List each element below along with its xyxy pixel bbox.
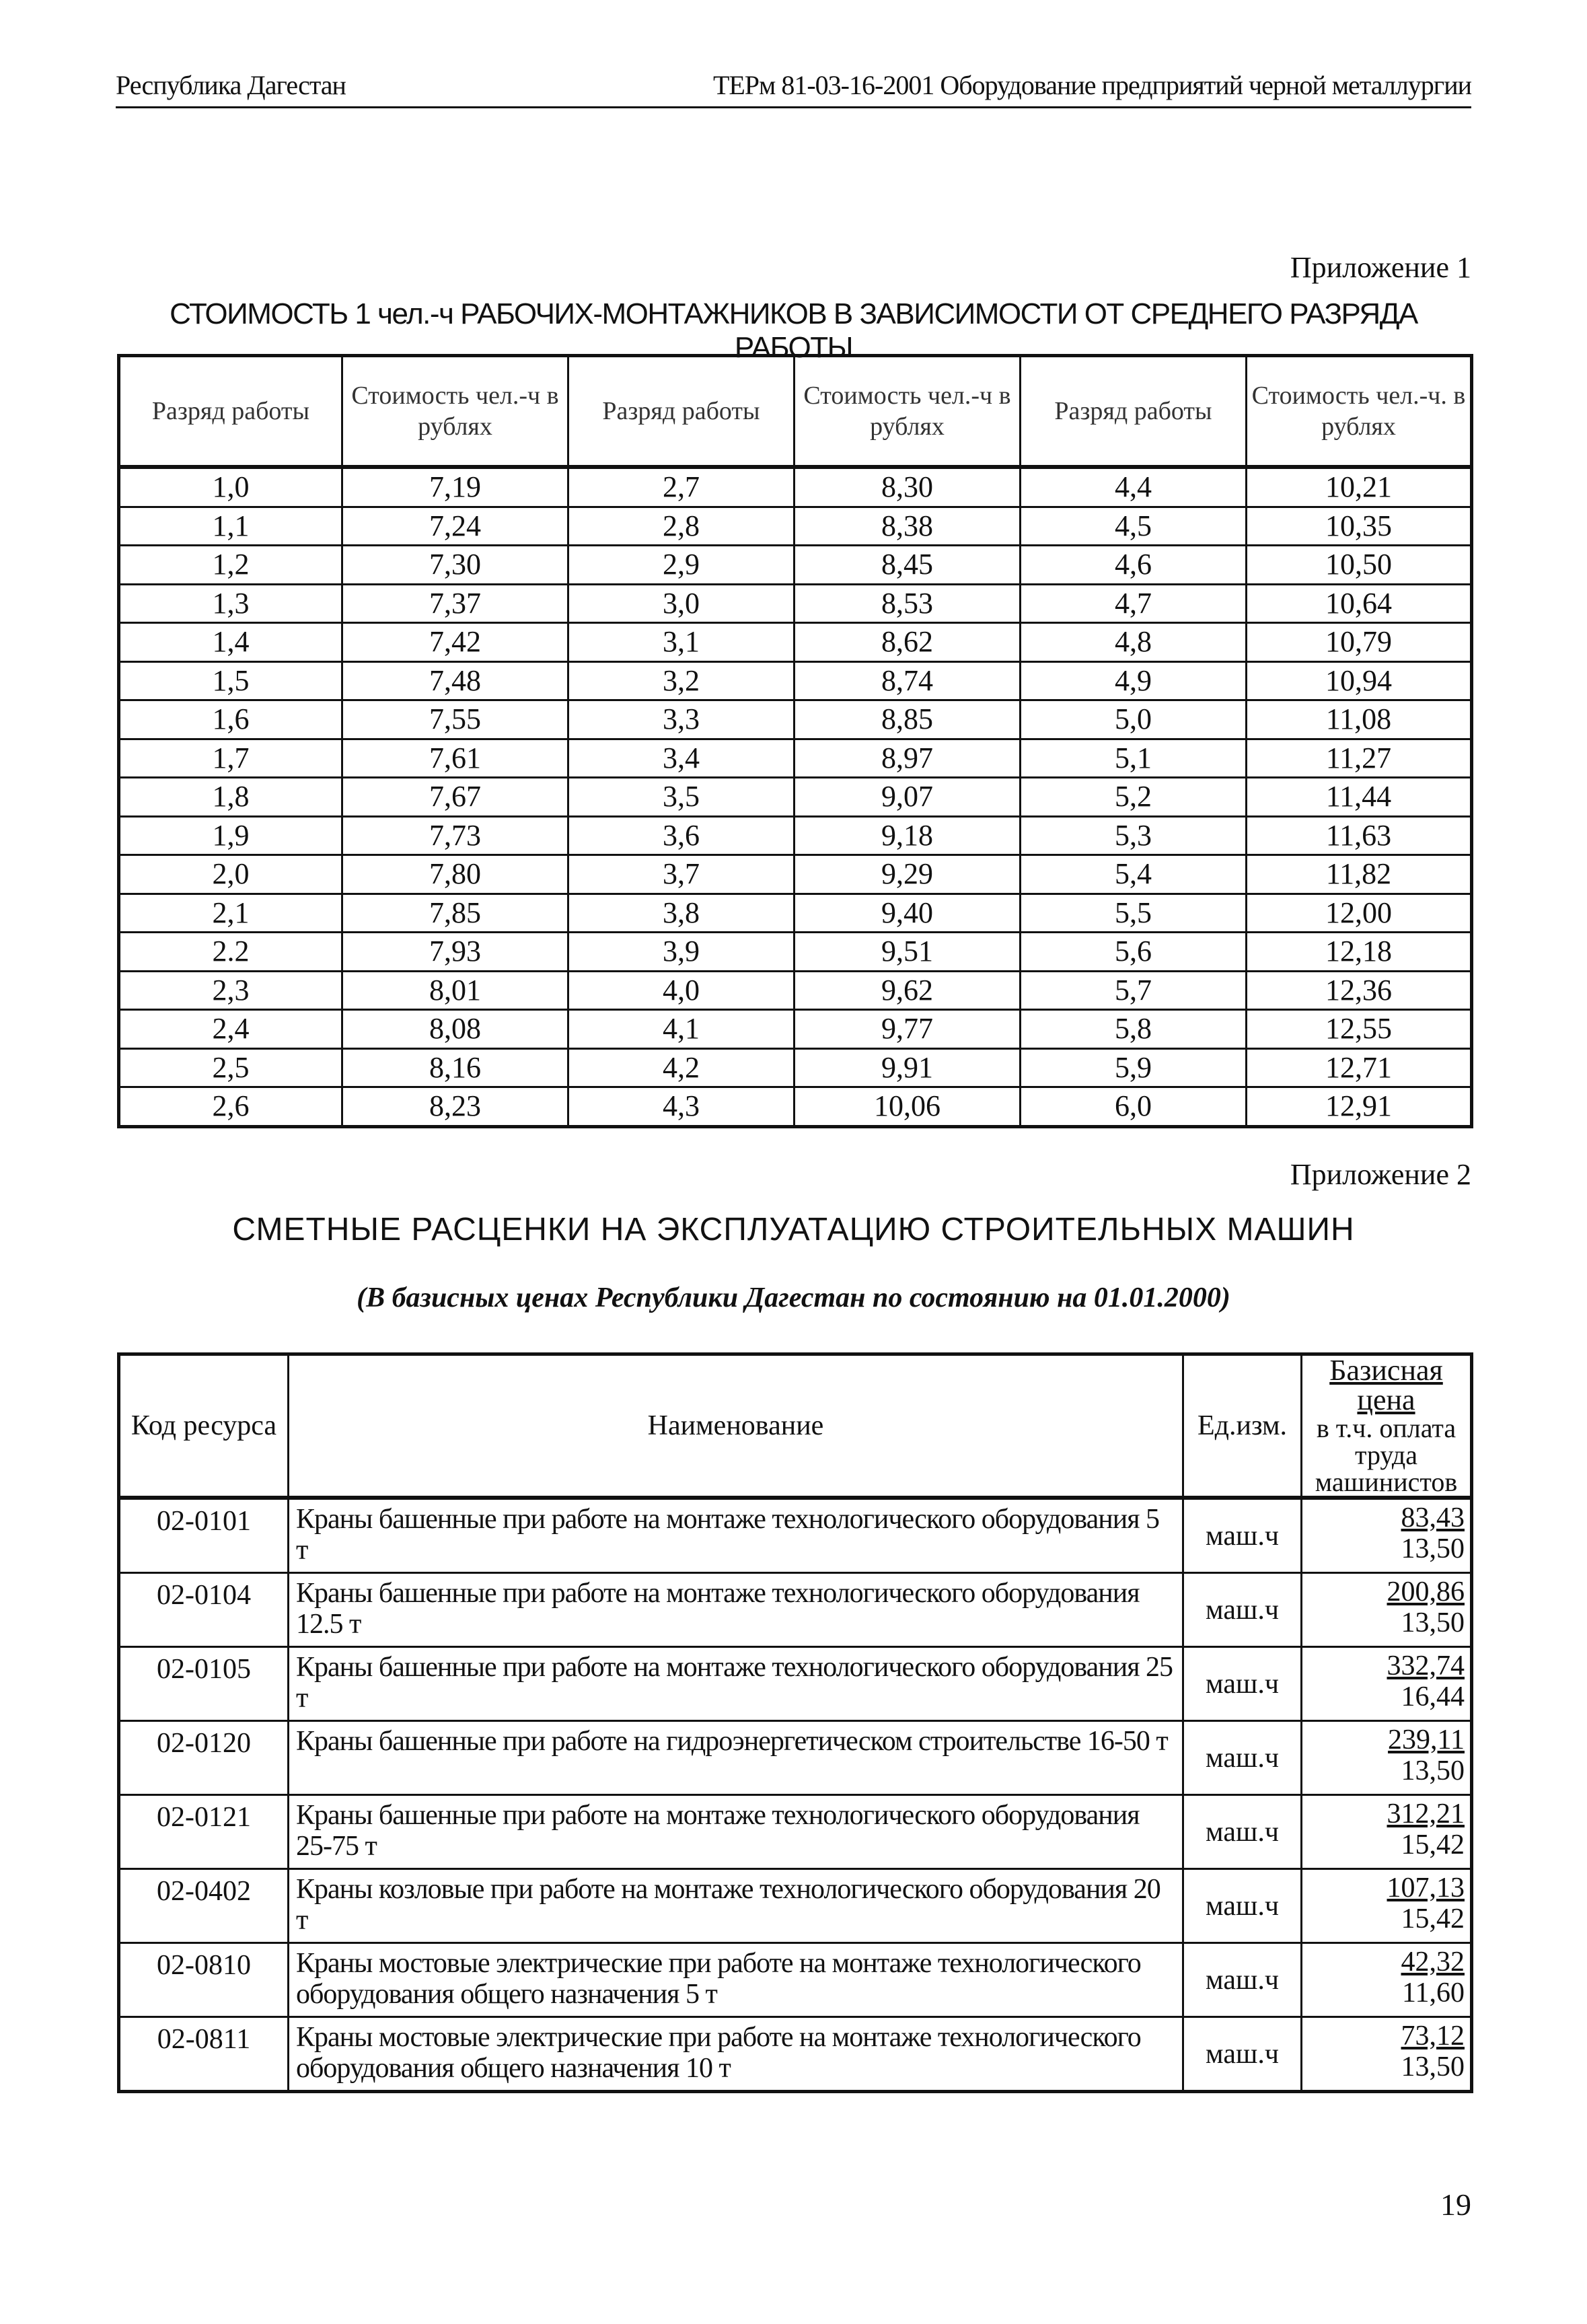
header-cell: Стоимость чел.-ч в рублях bbox=[342, 356, 568, 468]
price-cell bbox=[1302, 1498, 1472, 1573]
page-number: 19 bbox=[1440, 2187, 1471, 2222]
unit-cell: маш.ч bbox=[1183, 2017, 1302, 2092]
resource-name-cell: Краны козловые при работе на монтаже технологического оборудования 20 т bbox=[289, 1869, 1183, 1943]
operator-wage: 13,50 bbox=[1401, 1755, 1465, 1786]
table-cell: 4,5 bbox=[1021, 507, 1247, 546]
table-row bbox=[119, 739, 1472, 778]
table-row bbox=[119, 1573, 1472, 1647]
resource-name-cell: Краны башенные при работе на монтаже технологического оборудования 25-75 т bbox=[289, 1795, 1183, 1869]
resource-code-cell: 02-0105 bbox=[119, 1647, 289, 1721]
table-cell: 11,27 bbox=[1247, 739, 1472, 778]
table-header-row bbox=[119, 1354, 1472, 1498]
table-cell: 12,91 bbox=[1247, 1087, 1472, 1127]
unit-cell: маш.ч bbox=[1183, 1721, 1302, 1795]
price-cell bbox=[1302, 2017, 1472, 2092]
table-cell: 5,8 bbox=[1021, 1010, 1247, 1049]
table-row bbox=[119, 1943, 1472, 2017]
table-row bbox=[119, 700, 1472, 739]
table-cell: 7,67 bbox=[342, 778, 568, 817]
table-row bbox=[119, 933, 1472, 972]
header-cell-price bbox=[1302, 1354, 1472, 1498]
price-cell bbox=[1302, 1573, 1472, 1647]
table-cell: 5,2 bbox=[1021, 778, 1247, 817]
table-cell: 8,23 bbox=[342, 1087, 568, 1127]
table-cell: 2,4 bbox=[119, 1010, 342, 1049]
price-cell bbox=[1302, 1943, 1472, 2017]
table-cell: 7,37 bbox=[342, 584, 568, 623]
labor-cost-table-body bbox=[119, 467, 1472, 1126]
table-cell: 1,1 bbox=[119, 507, 342, 546]
unit-cell: маш.ч bbox=[1183, 1943, 1302, 2017]
table-cell: 11,08 bbox=[1247, 700, 1472, 739]
table-cell: 8,74 bbox=[795, 661, 1021, 700]
table-cell: 12,36 bbox=[1247, 971, 1472, 1010]
base-price: 42,32 bbox=[1401, 1947, 1465, 1977]
appendix-2-subtitle: (В базисных ценах Республики Дагестан по состоянию на 01.01.2000) bbox=[357, 1282, 1230, 1313]
table-cell: 1,8 bbox=[119, 778, 342, 817]
operator-wage: 13,50 bbox=[1401, 1607, 1465, 1638]
table-cell: 10,64 bbox=[1247, 584, 1472, 623]
operator-wage: 16,44 bbox=[1401, 1681, 1465, 1712]
table-cell: 9,29 bbox=[795, 855, 1021, 894]
table-cell: 9,91 bbox=[795, 1048, 1021, 1087]
table-cell: 12,00 bbox=[1247, 894, 1472, 933]
unit-cell: маш.ч bbox=[1183, 1795, 1302, 1869]
table-cell: 1,0 bbox=[119, 467, 342, 507]
price-cell bbox=[1302, 1795, 1472, 1869]
table-row bbox=[119, 467, 1472, 507]
resource-name-cell: Краны башенные при работе на гидроэнергетическом строительстве 16-50 т bbox=[289, 1721, 1183, 1795]
resource-code-cell: 02-0811 bbox=[119, 2017, 289, 2092]
table-cell: 3,5 bbox=[568, 778, 795, 817]
table-cell: 7,48 bbox=[342, 661, 568, 700]
table-cell: 8,08 bbox=[342, 1010, 568, 1049]
table-cell: 3,1 bbox=[568, 623, 795, 662]
appendix-2-title: СМЕТНЫЕ РАСЦЕНКИ НА ЭКСПЛУАТАЦИЮ СТРОИТЕЛЬНЫХ МАШИН bbox=[232, 1212, 1355, 1247]
table-cell: 10,94 bbox=[1247, 661, 1472, 700]
table-cell: 7,73 bbox=[342, 816, 568, 855]
operator-wage: 15,42 bbox=[1401, 1903, 1465, 1934]
table-cell: 4,9 bbox=[1021, 661, 1247, 700]
unit-cell: маш.ч bbox=[1183, 1869, 1302, 1943]
table-cell: 7,93 bbox=[342, 933, 568, 972]
base-price: 83,43 bbox=[1401, 1502, 1465, 1533]
resource-name-cell: Краны мостовые электрические при работе на монтаже технологического оборудования общего назначения 10 т bbox=[289, 2017, 1183, 2092]
resource-name-cell: Краны мостовые электрические при работе на монтаже технологического оборудования общего назначения 5 т bbox=[289, 1943, 1183, 2017]
header-region: Республика Дагестан bbox=[116, 70, 346, 100]
table-cell: 3,6 bbox=[568, 816, 795, 855]
resource-code-cell: 02-0104 bbox=[119, 1573, 289, 1647]
resource-name-cell: Краны башенные при работе на монтаже технологического оборудования 25 т bbox=[289, 1647, 1183, 1721]
table-row bbox=[119, 2017, 1472, 2092]
unit-cell: маш.ч bbox=[1183, 1573, 1302, 1647]
table-cell: 9,77 bbox=[795, 1010, 1021, 1049]
table-cell: 7,55 bbox=[342, 700, 568, 739]
table-cell: 5,9 bbox=[1021, 1048, 1247, 1087]
table-cell: 1,3 bbox=[119, 584, 342, 623]
table-cell: 4,2 bbox=[568, 1048, 795, 1087]
appendix-1-title: СТОИМОСТЬ 1 чел.-ч РАБОЧИХ-МОНТАЖНИКОВ В ЗАВИСИМОСТИ ОТ СРЕДНЕГО РАЗРЯДА РАБОТЫ bbox=[170, 297, 1417, 364]
header-cell-code: Код ресурса bbox=[119, 1354, 289, 1498]
table-cell: 3,9 bbox=[568, 933, 795, 972]
header-cell: Стоимость чел.-ч. в рублях bbox=[1247, 356, 1472, 468]
price-cell bbox=[1302, 1869, 1472, 1943]
table-cell: 2,8 bbox=[568, 507, 795, 546]
page-header bbox=[116, 66, 1471, 108]
table-cell: 4,1 bbox=[568, 1010, 795, 1049]
table-cell: 7,42 bbox=[342, 623, 568, 662]
table-row bbox=[119, 1010, 1472, 1049]
table-row bbox=[119, 855, 1472, 894]
table-cell: 1,9 bbox=[119, 816, 342, 855]
table-cell: 7,61 bbox=[342, 739, 568, 778]
resource-code-cell: 02-0402 bbox=[119, 1869, 289, 1943]
table-cell: 7,30 bbox=[342, 546, 568, 585]
header-document-code: ТЕРм 81-03-16-2001 Оборудование предприятий черной металлургии bbox=[712, 70, 1471, 100]
price-cell bbox=[1302, 1647, 1472, 1721]
table-cell: 3,3 bbox=[568, 700, 795, 739]
header-price-sub: в т.ч. оплата труда машинистов bbox=[1315, 1413, 1458, 1497]
table-cell: 1,6 bbox=[119, 700, 342, 739]
table-cell: 10,35 bbox=[1247, 507, 1472, 546]
unit-cell: маш.ч bbox=[1183, 1647, 1302, 1721]
table-cell: 2,0 bbox=[119, 855, 342, 894]
base-price: 312,21 bbox=[1387, 1799, 1465, 1829]
resource-code-cell: 02-0121 bbox=[119, 1795, 289, 1869]
price-cell bbox=[1302, 1721, 1472, 1795]
table-cell: 3,7 bbox=[568, 855, 795, 894]
base-price: 332,74 bbox=[1387, 1650, 1465, 1681]
table-cell: 4,4 bbox=[1021, 467, 1247, 507]
table-cell: 10,79 bbox=[1247, 623, 1472, 662]
table-cell: 12,18 bbox=[1247, 933, 1472, 972]
resource-code-cell: 02-0810 bbox=[119, 1943, 289, 2017]
table-cell: 8,38 bbox=[795, 507, 1021, 546]
table-cell: 2,5 bbox=[119, 1048, 342, 1087]
unit-cell: маш.ч bbox=[1183, 1498, 1302, 1573]
header-price-main: Базисная цена bbox=[1329, 1354, 1443, 1416]
table-cell: 2,3 bbox=[119, 971, 342, 1010]
machine-rates-table bbox=[117, 1352, 1473, 2093]
table-cell: 3,2 bbox=[568, 661, 795, 700]
table-cell: 2,7 bbox=[568, 467, 795, 507]
table-cell: 5,5 bbox=[1021, 894, 1247, 933]
header-cell-name: Наименование bbox=[289, 1354, 1183, 1498]
table-cell: 10,50 bbox=[1247, 546, 1472, 585]
table-cell: 2.2 bbox=[119, 933, 342, 972]
operator-wage: 13,50 bbox=[1401, 2051, 1465, 2082]
table-row bbox=[119, 661, 1472, 700]
table-cell: 6,0 bbox=[1021, 1087, 1247, 1127]
table-cell: 9,07 bbox=[795, 778, 1021, 817]
table-row bbox=[119, 971, 1472, 1010]
base-price: 239,11 bbox=[1388, 1724, 1465, 1755]
table-cell: 1,4 bbox=[119, 623, 342, 662]
table-cell: 8,16 bbox=[342, 1048, 568, 1087]
table-cell: 5,4 bbox=[1021, 855, 1247, 894]
header-cell-unit: Ед.изм. bbox=[1183, 1354, 1302, 1498]
header-cell: Разряд работы bbox=[568, 356, 795, 468]
table-cell: 7,19 bbox=[342, 467, 568, 507]
table-cell: 2,1 bbox=[119, 894, 342, 933]
table-row bbox=[119, 894, 1472, 933]
table-cell: 7,85 bbox=[342, 894, 568, 933]
labor-cost-table bbox=[117, 354, 1473, 1128]
table-cell: 8,01 bbox=[342, 971, 568, 1010]
table-header-row bbox=[119, 356, 1472, 468]
table-cell: 9,40 bbox=[795, 894, 1021, 933]
table-row bbox=[119, 1048, 1472, 1087]
table-cell: 10,21 bbox=[1247, 467, 1472, 507]
base-price: 200,86 bbox=[1387, 1576, 1465, 1607]
table-row bbox=[119, 1498, 1472, 1573]
header-cell: Разряд работы bbox=[119, 356, 342, 468]
table-cell: 8,62 bbox=[795, 623, 1021, 662]
table-row bbox=[119, 1869, 1472, 1943]
table-cell: 11,63 bbox=[1247, 816, 1472, 855]
table-row bbox=[119, 623, 1472, 662]
table-cell: 11,44 bbox=[1247, 778, 1472, 817]
table-cell: 5,3 bbox=[1021, 816, 1247, 855]
header-cell: Разряд работы bbox=[1021, 356, 1247, 468]
table-cell: 5,1 bbox=[1021, 739, 1247, 778]
operator-wage: 13,50 bbox=[1401, 1533, 1465, 1564]
table-row bbox=[119, 1721, 1472, 1795]
table-row bbox=[119, 1087, 1472, 1127]
resource-code-cell: 02-0101 bbox=[119, 1498, 289, 1573]
table-cell: 5,0 bbox=[1021, 700, 1247, 739]
resource-name-cell: Краны башенные при работе на монтаже технологического оборудования 12.5 т bbox=[289, 1573, 1183, 1647]
operator-wage: 15,42 bbox=[1401, 1829, 1465, 1860]
table-row bbox=[119, 507, 1472, 546]
table-cell: 2,9 bbox=[568, 546, 795, 585]
table-cell: 9,51 bbox=[795, 933, 1021, 972]
table-cell: 1,5 bbox=[119, 661, 342, 700]
table-cell: 8,85 bbox=[795, 700, 1021, 739]
table-cell: 12,71 bbox=[1247, 1048, 1472, 1087]
table-cell: 2,6 bbox=[119, 1087, 342, 1127]
resource-code-cell: 02-0120 bbox=[119, 1721, 289, 1795]
resource-name-cell: Краны башенные при работе на монтаже технологического оборудования 5 т bbox=[289, 1498, 1183, 1573]
table-cell: 8,97 bbox=[795, 739, 1021, 778]
table-row bbox=[119, 584, 1472, 623]
table-cell: 4,6 bbox=[1021, 546, 1247, 585]
table-cell: 5,6 bbox=[1021, 933, 1247, 972]
table-cell: 3,8 bbox=[568, 894, 795, 933]
table-cell: 5,7 bbox=[1021, 971, 1247, 1010]
table-row bbox=[119, 816, 1472, 855]
table-row bbox=[119, 546, 1472, 585]
table-cell: 7,24 bbox=[342, 507, 568, 546]
table-cell: 8,53 bbox=[795, 584, 1021, 623]
table-cell: 11,82 bbox=[1247, 855, 1472, 894]
table-cell: 12,55 bbox=[1247, 1010, 1472, 1049]
table-cell: 8,45 bbox=[795, 546, 1021, 585]
operator-wage: 11,60 bbox=[1402, 1977, 1465, 2008]
base-price: 107,13 bbox=[1387, 1873, 1465, 1903]
table-cell: 9,62 bbox=[795, 971, 1021, 1010]
table-cell: 4,3 bbox=[568, 1087, 795, 1127]
table-cell: 1,2 bbox=[119, 546, 342, 585]
table-cell: 9,18 bbox=[795, 816, 1021, 855]
table-cell: 4,7 bbox=[1021, 584, 1247, 623]
table-cell: 4,8 bbox=[1021, 623, 1247, 662]
table-cell: 4,0 bbox=[568, 971, 795, 1010]
base-price: 73,12 bbox=[1401, 2021, 1465, 2051]
table-row bbox=[119, 778, 1472, 817]
appendix-1-label: Приложение 1 bbox=[1290, 251, 1471, 284]
appendix-2-label: Приложение 2 bbox=[1290, 1158, 1471, 1191]
table-cell: 3,0 bbox=[568, 584, 795, 623]
table-cell: 3,4 bbox=[568, 739, 795, 778]
header-cell: Стоимость чел.-ч в рублях bbox=[795, 356, 1021, 468]
machine-rates-table-body bbox=[119, 1498, 1472, 2092]
table-row bbox=[119, 1795, 1472, 1869]
table-cell: 10,06 bbox=[795, 1087, 1021, 1127]
table-cell: 8,30 bbox=[795, 467, 1021, 507]
table-cell: 7,80 bbox=[342, 855, 568, 894]
table-cell: 1,7 bbox=[119, 739, 342, 778]
table-row bbox=[119, 1647, 1472, 1721]
